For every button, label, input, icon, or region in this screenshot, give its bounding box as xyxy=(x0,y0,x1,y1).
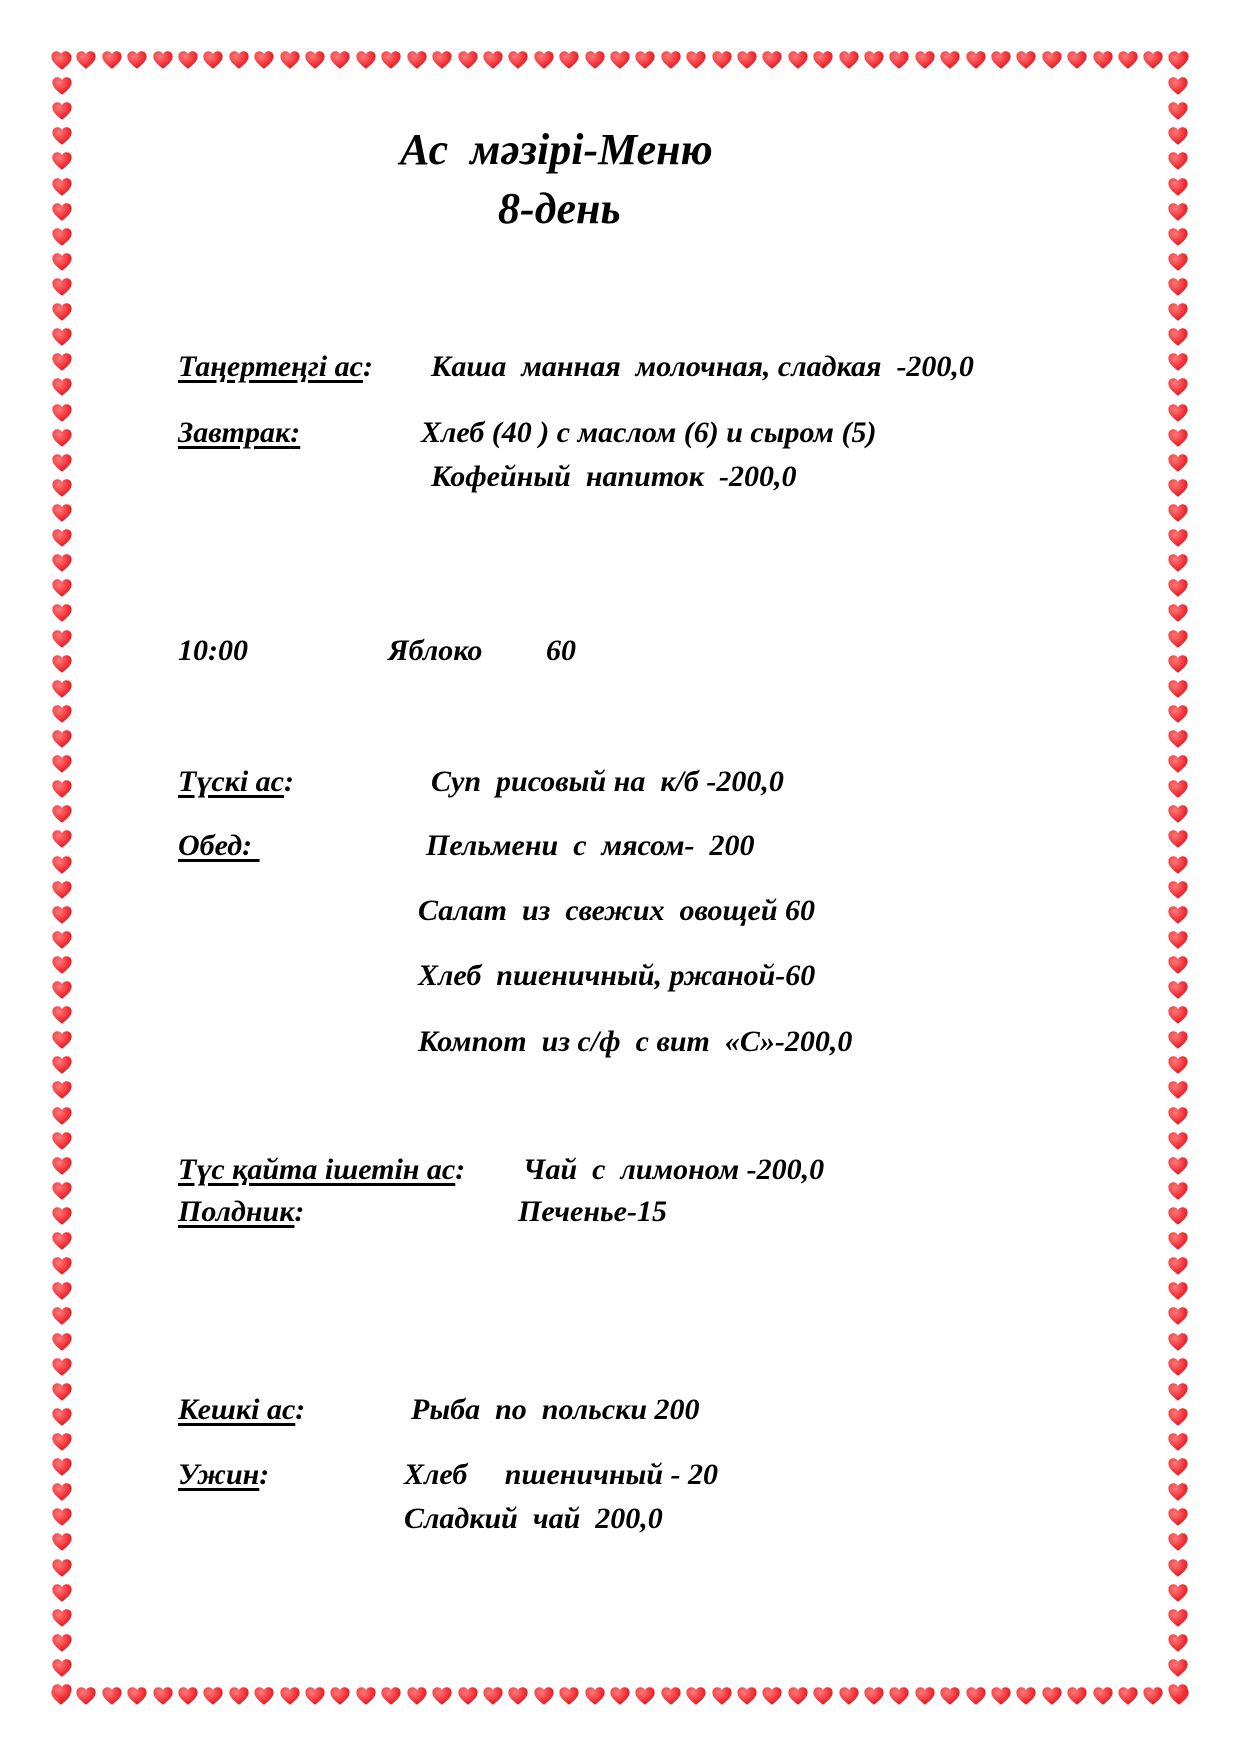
afternoon-label-kz xyxy=(178,1155,465,1185)
heart-icon xyxy=(1167,1657,1189,1679)
heart-icon xyxy=(51,1004,73,1026)
heart-icon xyxy=(1167,828,1189,850)
heart-icon xyxy=(253,49,275,71)
heart-icon xyxy=(1167,1557,1189,1579)
heart-icon xyxy=(1167,351,1189,373)
dinner-item: Рыба по польски 200 xyxy=(411,1393,700,1426)
heart-icon xyxy=(1167,678,1189,700)
heart-border-bottom xyxy=(50,1684,1190,1708)
heart-icon xyxy=(51,1280,73,1302)
snack-item: Яблоко xyxy=(388,634,483,667)
heart-icon xyxy=(1117,1685,1139,1707)
heart-icon xyxy=(533,1685,555,1707)
heart-icon xyxy=(253,1685,275,1707)
breakfast-item: Кофейный напиток -200,0 xyxy=(431,460,797,493)
heart-icon xyxy=(1167,477,1189,499)
heart-icon xyxy=(51,427,73,449)
heart-icon xyxy=(1167,226,1189,248)
heart-icon xyxy=(1167,1331,1189,1353)
heart-icon xyxy=(51,1054,73,1076)
heart-icon xyxy=(1167,1130,1189,1152)
lunch-item: Хлеб пшеничный, ржаной-60 xyxy=(418,959,816,992)
heart-icon xyxy=(1041,49,1063,71)
heart-icon xyxy=(126,49,148,71)
heart-icon xyxy=(1167,1180,1189,1202)
heart-icon xyxy=(355,49,377,71)
heart-icon xyxy=(1167,1582,1189,1604)
heart-icon xyxy=(1167,1406,1189,1428)
heart-icon xyxy=(457,49,479,71)
heart-icon xyxy=(51,1155,73,1177)
heart-icon xyxy=(1015,1685,1037,1707)
heart-icon xyxy=(888,49,910,71)
heart-icon xyxy=(51,577,73,599)
heart-icon xyxy=(329,1685,351,1707)
heart-icon xyxy=(380,1685,402,1707)
heart-icon xyxy=(51,1481,73,1503)
heart-icon xyxy=(1167,854,1189,876)
heart-icon xyxy=(888,1685,910,1707)
heart-icon xyxy=(584,49,606,71)
heart-icon xyxy=(609,1685,631,1707)
heart-icon xyxy=(1167,1531,1189,1553)
heart-icon xyxy=(51,1406,73,1428)
heart-icon xyxy=(939,1685,961,1707)
heart-icon xyxy=(51,552,73,574)
heart-icon xyxy=(787,1685,809,1707)
heart-icon xyxy=(1117,49,1139,71)
breakfast-colon-ru: : xyxy=(290,416,301,449)
heart-icon xyxy=(1167,1155,1189,1177)
heart-icon xyxy=(711,1685,733,1707)
heart-icon xyxy=(1167,301,1189,323)
heart-icon xyxy=(761,1685,783,1707)
heart-icon xyxy=(1167,527,1189,549)
lunch-item: Суп рисовый на к/б -200,0 xyxy=(431,765,784,798)
lunch-label-kz xyxy=(178,767,294,797)
afternoon-colon-kz: : xyxy=(455,1153,466,1186)
heart-icon xyxy=(1167,50,1189,72)
heart-icon xyxy=(965,1685,987,1707)
heart-icon xyxy=(838,49,860,71)
heart-border-right xyxy=(1166,50,1190,1705)
heart-icon xyxy=(51,351,73,373)
heart-icon xyxy=(51,678,73,700)
heart-icon xyxy=(51,1657,73,1679)
heart-icon xyxy=(1167,1456,1189,1478)
heart-icon xyxy=(51,1130,73,1152)
heart-icon xyxy=(51,1682,73,1704)
heart-icon xyxy=(736,49,758,71)
heart-icon xyxy=(914,49,936,71)
heart-icon xyxy=(51,703,73,725)
heart-icon xyxy=(1167,929,1189,951)
heart-icon xyxy=(457,1685,479,1707)
heart-icon xyxy=(228,49,250,71)
heart-icon xyxy=(51,753,73,775)
heart-icon xyxy=(51,150,73,172)
heart-icon xyxy=(1167,1230,1189,1252)
lunch-label-ru-text: Обед xyxy=(178,829,243,862)
heart-icon xyxy=(584,1685,606,1707)
heart-icon xyxy=(304,1685,326,1707)
heart-icon xyxy=(1167,577,1189,599)
heart-icon xyxy=(51,452,73,474)
heart-icon xyxy=(558,1685,580,1707)
heart-icon xyxy=(51,1557,73,1579)
heart-icon xyxy=(51,1582,73,1604)
heart-icon xyxy=(1167,1305,1189,1327)
heart-icon xyxy=(660,49,682,71)
heart-icon xyxy=(51,100,73,122)
heart-icon xyxy=(1167,753,1189,775)
heart-icon xyxy=(51,929,73,951)
heart-icon xyxy=(51,803,73,825)
heart-icon xyxy=(51,1431,73,1453)
heart-icon xyxy=(1167,1205,1189,1227)
heart-icon xyxy=(177,49,199,71)
heart-icon xyxy=(51,828,73,850)
dinner-colon-ru: : xyxy=(259,1458,270,1491)
heart-icon xyxy=(965,49,987,71)
dinner-label-ru-text: Ужин xyxy=(178,1458,260,1491)
heart-icon xyxy=(736,1685,758,1707)
heart-icon xyxy=(380,49,402,71)
lunch-item: Пельмени с мясом- 200 xyxy=(426,829,755,862)
heart-icon xyxy=(1167,326,1189,348)
heart-icon xyxy=(51,176,73,198)
heart-icon xyxy=(51,1029,73,1051)
heart-icon xyxy=(75,49,97,71)
heart-icon xyxy=(51,1456,73,1478)
heart-icon xyxy=(1167,904,1189,926)
heart-icon xyxy=(990,49,1012,71)
heart-icon xyxy=(51,1205,73,1227)
heart-icon xyxy=(355,1685,377,1707)
heart-icon xyxy=(1167,452,1189,474)
breakfast-label-ru-text: Завтрак xyxy=(178,416,291,449)
heart-icon xyxy=(1041,1685,1063,1707)
heart-icon xyxy=(558,49,580,71)
heart-icon xyxy=(51,628,73,650)
heart-icon xyxy=(152,49,174,71)
heart-icon xyxy=(1167,1105,1189,1127)
heart-icon xyxy=(51,778,73,800)
heart-icon xyxy=(1167,150,1189,172)
heart-icon xyxy=(51,1079,73,1101)
heart-icon xyxy=(51,226,73,248)
heart-icon xyxy=(51,50,73,72)
heart-icon xyxy=(126,1685,148,1707)
heart-icon xyxy=(1167,502,1189,524)
heart-icon xyxy=(51,728,73,750)
heart-icon xyxy=(51,879,73,901)
heart-icon xyxy=(51,1632,73,1654)
heart-border-top xyxy=(50,48,1190,72)
heart-icon xyxy=(1167,1004,1189,1026)
heart-icon xyxy=(863,49,885,71)
heart-icon xyxy=(51,1381,73,1403)
heart-icon xyxy=(939,49,961,71)
heart-icon xyxy=(1167,552,1189,574)
breakfast-item: Каша манная молочная, сладкая -200,0 xyxy=(431,350,974,383)
heart-icon xyxy=(51,502,73,524)
heart-icon xyxy=(202,49,224,71)
heart-icon xyxy=(51,402,73,424)
heart-icon xyxy=(51,1506,73,1528)
heart-icon xyxy=(279,49,301,71)
heart-icon xyxy=(51,125,73,147)
heart-icon xyxy=(1167,778,1189,800)
heart-icon xyxy=(1167,100,1189,122)
breakfast-label-kz xyxy=(178,352,373,382)
heart-icon xyxy=(51,301,73,323)
heart-icon xyxy=(1167,979,1189,1001)
heart-icon xyxy=(1167,402,1189,424)
heart-icon xyxy=(51,1531,73,1553)
heart-icon xyxy=(51,326,73,348)
lunch-colon-kz: : xyxy=(284,765,294,798)
heart-icon xyxy=(1167,1280,1189,1302)
heart-icon xyxy=(51,201,73,223)
heart-icon xyxy=(51,477,73,499)
heart-icon xyxy=(51,1255,73,1277)
heart-icon xyxy=(51,1230,73,1252)
heart-icon xyxy=(1167,201,1189,223)
heart-icon xyxy=(812,1685,834,1707)
heart-icon xyxy=(507,49,529,71)
heart-icon xyxy=(51,75,73,97)
heart-icon xyxy=(812,49,834,71)
heart-icon xyxy=(634,49,656,71)
heart-icon xyxy=(1167,1632,1189,1654)
heart-icon xyxy=(1167,1431,1189,1453)
heart-icon xyxy=(1092,1685,1114,1707)
heart-icon xyxy=(51,904,73,926)
heart-icon xyxy=(51,1105,73,1127)
heart-icon xyxy=(1167,879,1189,901)
heart-icon xyxy=(329,49,351,71)
afternoon-label-ru-text: Полдник xyxy=(178,1195,295,1228)
heart-icon xyxy=(75,1685,97,1707)
heart-icon xyxy=(1167,602,1189,624)
heart-icon xyxy=(51,1356,73,1378)
heart-icon xyxy=(761,49,783,71)
heart-icon xyxy=(51,979,73,1001)
afternoon-item: Чай с лимоном -200,0 xyxy=(523,1153,825,1186)
heart-icon xyxy=(914,1685,936,1707)
heart-icon xyxy=(51,376,73,398)
heart-icon xyxy=(202,1685,224,1707)
afternoon-item: Печенье-15 xyxy=(518,1195,667,1228)
heart-icon xyxy=(660,1685,682,1707)
heart-icon xyxy=(482,1685,504,1707)
heart-icon xyxy=(685,1685,707,1707)
heart-icon xyxy=(1142,49,1164,71)
heart-icon xyxy=(1167,427,1189,449)
heart-icon xyxy=(1167,1607,1189,1629)
heart-icon xyxy=(507,1685,529,1707)
lunch-colon-ru: : xyxy=(242,829,253,862)
heart-icon xyxy=(101,1685,123,1707)
heart-icon xyxy=(1167,728,1189,750)
heart-icon xyxy=(1142,1685,1164,1707)
heart-icon xyxy=(101,49,123,71)
heart-icon xyxy=(1167,1381,1189,1403)
heart-icon xyxy=(1066,49,1088,71)
heart-icon xyxy=(1167,125,1189,147)
heart-icon xyxy=(51,602,73,624)
heart-icon xyxy=(406,1685,428,1707)
heart-icon xyxy=(1092,49,1114,71)
lunch-item: Компот из с/ф с вит «С»-200,0 xyxy=(418,1025,853,1058)
heart-icon xyxy=(304,49,326,71)
heart-icon xyxy=(177,1685,199,1707)
heart-icon xyxy=(431,1685,453,1707)
heart-icon xyxy=(1167,1029,1189,1051)
heart-icon xyxy=(1167,1481,1189,1503)
heart-icon xyxy=(51,653,73,675)
heart-icon xyxy=(51,251,73,273)
breakfast-item: Хлеб (40 ) с маслом (6) и сыром (5) xyxy=(421,416,877,449)
dinner-item: Хлеб пшеничный - 20 xyxy=(404,1458,719,1491)
heart-icon xyxy=(51,1305,73,1327)
dinner-item: Сладкий чай 200,0 xyxy=(404,1502,663,1535)
snack-amount: 60 xyxy=(546,634,576,667)
heart-icon xyxy=(152,1685,174,1707)
menu-title: Ас мәзірі-Меню xyxy=(400,125,713,174)
breakfast-label-ru xyxy=(178,418,300,448)
heart-icon xyxy=(279,1685,301,1707)
heart-icon xyxy=(482,49,504,71)
heart-icon xyxy=(1167,376,1189,398)
heart-icon xyxy=(1167,653,1189,675)
heart-icon xyxy=(634,1685,656,1707)
heart-icon xyxy=(990,1685,1012,1707)
heart-icon xyxy=(711,49,733,71)
heart-icon xyxy=(1015,49,1037,71)
heart-icon xyxy=(1167,1356,1189,1378)
dinner-label-kz xyxy=(178,1395,305,1425)
heart-icon xyxy=(1167,803,1189,825)
heart-icon xyxy=(51,854,73,876)
heart-icon xyxy=(787,49,809,71)
heart-icon xyxy=(1167,703,1189,725)
lunch-item: Салат из свежих овощей 60 xyxy=(418,894,816,927)
lunch-label-kz-text: Түскі ас xyxy=(178,765,284,798)
heart-icon xyxy=(228,1685,250,1707)
heart-icon xyxy=(1167,954,1189,976)
heart-icon xyxy=(1167,251,1189,273)
heart-icon xyxy=(431,49,453,71)
dinner-label-kz-text: Кешкі ас xyxy=(178,1393,296,1426)
heart-icon xyxy=(406,49,428,71)
heart-icon xyxy=(1167,1255,1189,1277)
breakfast-colon-kz: : xyxy=(362,350,373,383)
heart-icon xyxy=(609,49,631,71)
dinner-colon-kz: : xyxy=(295,1393,306,1426)
heart-icon xyxy=(685,49,707,71)
heart-border-left xyxy=(50,50,74,1705)
heart-icon xyxy=(863,1685,885,1707)
snack-time: 10:00 xyxy=(178,634,248,667)
heart-icon xyxy=(838,1685,860,1707)
heart-icon xyxy=(1167,276,1189,298)
afternoon-label-ru xyxy=(178,1197,304,1227)
heart-icon xyxy=(51,1607,73,1629)
heart-icon xyxy=(1167,176,1189,198)
heart-icon xyxy=(1167,1079,1189,1101)
heart-icon xyxy=(1167,75,1189,97)
heart-icon xyxy=(51,1180,73,1202)
breakfast-label-kz-text: Таңертеңгі ас xyxy=(178,350,363,383)
heart-icon xyxy=(1066,1685,1088,1707)
afternoon-colon-ru: : xyxy=(294,1195,305,1228)
heart-icon xyxy=(1167,1506,1189,1528)
heart-icon xyxy=(51,527,73,549)
heart-icon xyxy=(51,954,73,976)
heart-icon xyxy=(533,49,555,71)
lunch-space-ru xyxy=(252,829,260,862)
dinner-label-ru xyxy=(178,1460,269,1490)
afternoon-label-kz-text: Түс қайта ішетін ас xyxy=(178,1153,456,1186)
lunch-label-ru xyxy=(178,831,260,861)
heart-icon xyxy=(1167,628,1189,650)
heart-icon xyxy=(51,276,73,298)
heart-icon xyxy=(51,1331,73,1353)
heart-icon xyxy=(1167,1682,1189,1704)
heart-icon xyxy=(1167,1054,1189,1076)
menu-day: 8-день xyxy=(498,184,621,233)
